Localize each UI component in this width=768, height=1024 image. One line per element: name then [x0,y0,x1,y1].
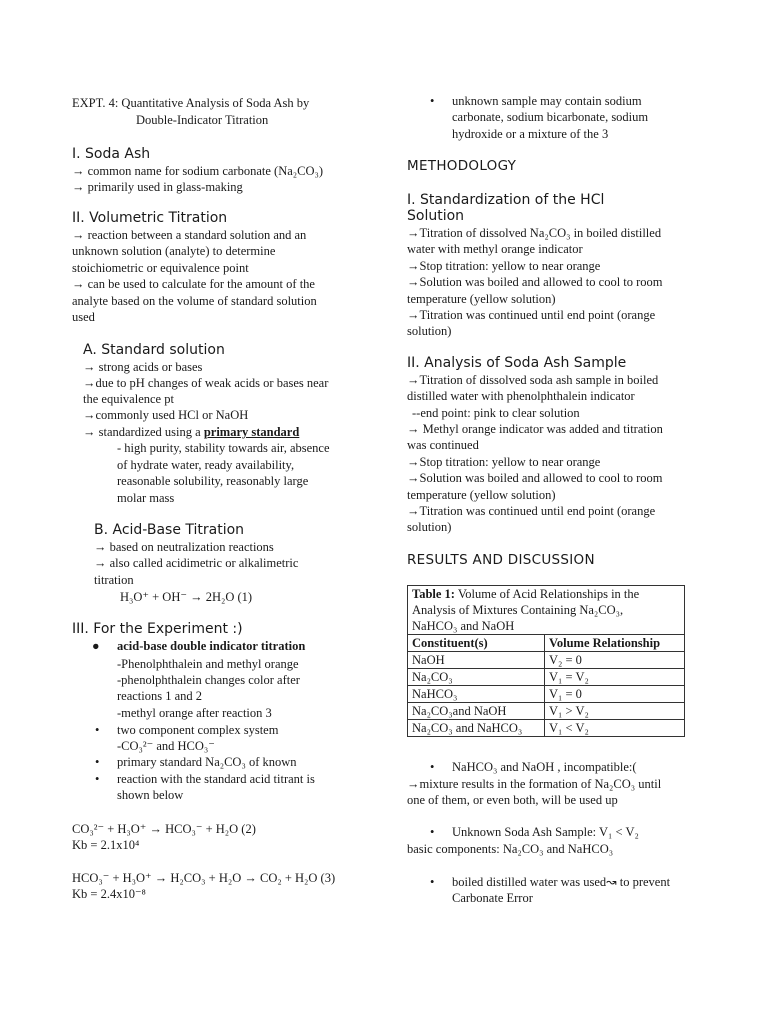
section-heading-methodology: METHODOLOGY [407,158,517,174]
bullet-item [92,638,306,654]
table-header-row [408,635,685,652]
analysis-line: temperature (yellow solution) [407,488,556,502]
analysis-line: was continued [407,438,479,452]
table-cell: V₁ = V₂ [545,669,685,686]
bullet-sub-line: -Phenolphthalein and methyl orange [117,657,299,671]
methodology-line: water with methyl orange indicator [407,242,583,256]
bullet-dot: • [95,772,100,786]
bullet-dot: ● [92,639,100,653]
standard-solution-line: the equivalence pt [83,392,174,406]
analysis-line: →Titration was continued until end point (orange [407,504,656,518]
acid-base-line: titration [94,573,134,587]
primary-standard-detail: of hydrate water, ready availability, [117,458,295,472]
section-heading-results: RESULTS AND DISCUSSION [407,552,595,568]
column-header: Constituent(s) [408,635,545,652]
analysis-line: →Solution was boiled and allowed to cool to room [407,471,663,485]
bullet-text: two component complex system [117,723,279,737]
primary-standard-detail: reasonable solubility, reasonably large [117,474,309,488]
volumetric-line: analyte based on the volume of standard solution [72,294,317,308]
table-cell: Na₂CO₃and NaOH [408,703,545,720]
section-heading-soda-ash: I. Soda Ash [72,146,151,162]
methodology-line: solution) [407,324,452,338]
discussion-line: basic components: Na₂CO₃ and NaHCO₃ [407,842,614,856]
subheading-acid-base: B. Acid-Base Titration [94,522,245,538]
table-caption-text: NaHCO₃ and NaOH [412,619,515,633]
table-cell: V₁ = 0 [545,686,685,703]
table-row [408,669,685,686]
bullet-dot: • [95,723,100,737]
acid-base-line: → also called acidimetric or alkalimetric [94,556,299,570]
kb-value-2: Kb = 2.1x10⁴ [72,838,140,852]
subheading-standard-solution: A. Standard solution [83,342,225,358]
bullet-dot: • [430,94,435,108]
bullet-sub-line: -methyl orange after reaction 3 [117,706,272,720]
bullet-text: primary standard Na₂CO₃ of known [117,755,297,769]
soda-ash-line: → primarily used in glass-making [72,180,243,194]
bullet-sub-line: -phenolphthalein changes color after [117,673,300,687]
table-cell: V₁ < V₂ [545,720,685,737]
analysis-line: →Stop titration: yellow to near orange [407,455,601,469]
standard-solution-line: →due to pH changes of weak acids or bases near [83,376,329,390]
bullet-dot: • [430,760,435,774]
volumetric-line: → reaction between a standard solution and an [72,228,307,242]
acid-base-line: → based on neutralization reactions [94,540,274,554]
primary-standard-term: primary standard [203,425,300,439]
section-heading-volumetric: II. Volumetric Titration [72,210,228,226]
table-cell: Na₂CO₃ and NaHCO₃ [408,720,545,737]
volumetric-line: → can be used to calculate for the amount of the [72,277,315,291]
table-cell: Na₂CO₃ [408,669,545,686]
analysis-line: solution) [407,520,452,534]
bullet-item [95,754,297,770]
bullet-sub-line: shown below [117,788,184,802]
subheading-analysis: II. Analysis of Soda Ash Sample [407,355,627,371]
methodology-line: →Solution was boiled and allowed to cool to room [407,275,663,289]
bullet-item [430,93,642,109]
volumetric-line: used [72,310,95,324]
table-row [408,703,685,720]
methodology-line: temperature (yellow solution) [407,292,556,306]
table-caption [408,586,685,635]
bullet-sub-line: reactions 1 and 2 [117,689,203,703]
table-cell: NaHCO₃ [408,686,545,703]
table-cell: V₁ > V₂ [545,703,685,720]
bullet-sub-line: hydroxide or a mixture of the 3 [452,127,609,141]
table-cell: V₂ = 0 [545,652,685,669]
bullet-text: Unknown Soda Ash Sample: V₁ < V₂ [452,825,639,839]
volumetric-line: stoichiometric or equivalence point [72,261,249,275]
column-header: Volume Relationship [545,635,685,652]
bullet-text: acid-base double indicator titration [117,639,306,653]
bullet-item [430,824,639,840]
standard-solution-line: →commonly used HCl or NaOH [83,408,249,422]
bullet-item [430,759,637,775]
bullet-item [95,722,279,738]
subheading-standardization: I. Standardization of the HCl [407,192,605,208]
equation-2: CO₃²⁻ + H₃O⁺ → HCO₃⁻ + H₂O (2) [72,822,256,836]
methodology-line: →Stop titration: yellow to near orange [407,259,601,273]
bullet-text: reaction with the standard acid titrant is [117,772,315,786]
standard-solution-line: → strong acids or bases [83,360,203,374]
table-row [408,720,685,737]
table-row [408,652,685,669]
table-caption-text: Analysis of Mixtures Containing Na₂CO₃, [412,603,624,617]
bullet-dot: • [95,755,100,769]
analysis-line: distilled water with phenolphthalein indicator [407,389,635,403]
bullet-sub-line: carbonate, sodium bicarbonate, sodium [452,110,649,124]
methodology-line: →Titration was continued until end point (orange [407,308,656,322]
bullet-sub-line: -CO₃²⁻ and HCO₃⁻ [117,739,215,753]
equation-1: H₃O⁺ + OH⁻ → 2H₂O (1) [120,590,253,604]
discussion-line: one of them, or even both, will be used up [407,793,618,807]
methodology-line: →Titration of dissolved Na₂CO₃ in boiled distilled [407,226,662,240]
analysis-line: → Methyl orange indicator was added and titration [407,422,663,436]
standardized-line [83,424,299,440]
standardized-prefix: → standardized using a [83,425,204,439]
volume-relationship-table [407,585,685,737]
volumetric-line: unknown solution (analyte) to determine [72,244,276,258]
analysis-line: --end point: pink to clear solution [412,406,580,420]
bullet-dot: • [430,875,435,889]
doc-title-line1: EXPT. 4: Quantitative Analysis of Soda Ash by [72,96,310,110]
table-cell: NaOH [408,652,545,669]
primary-standard-detail: - high purity, stability towards air, absence [117,441,330,455]
subheading-standardization-cont: Solution [407,208,465,224]
table-caption-text: Volume of Acid Relationships in the [454,587,640,601]
kb-value-3: Kb = 2.4x10⁻⁸ [72,887,146,901]
bullet-item [430,874,671,890]
analysis-line: →Titration of dissolved soda ash sample in boiled [407,373,659,387]
discussion-line: →mixture results in the formation of Na₂CO₃ until [407,777,662,791]
bullet-dot: • [430,825,435,839]
doc-title-line2: Double-Indicator Titration [136,113,269,127]
soda-ash-line: → common name for sodium carbonate (Na₂CO₃) [72,164,324,178]
discussion-line: Carbonate Error [452,891,533,905]
section-heading-experiment: III. For the Experiment :) [72,621,243,637]
bullet-text: unknown sample may contain sodium [452,94,642,108]
table-row [408,686,685,703]
table-caption-row [408,586,685,635]
primary-standard-detail: molar mass [117,491,175,505]
bullet-text: NaHCO₃ and NaOH , incompatible:( [452,760,637,774]
bullet-text: boiled distilled water was used↝ to prevent [452,875,671,889]
table-caption-label: Table 1: [412,587,455,601]
bullet-item [95,771,315,787]
equation-3: HCO₃⁻ + H₃O⁺ → H₂CO₃ + H₂O → CO₂ + H₂O (3) [72,871,336,885]
